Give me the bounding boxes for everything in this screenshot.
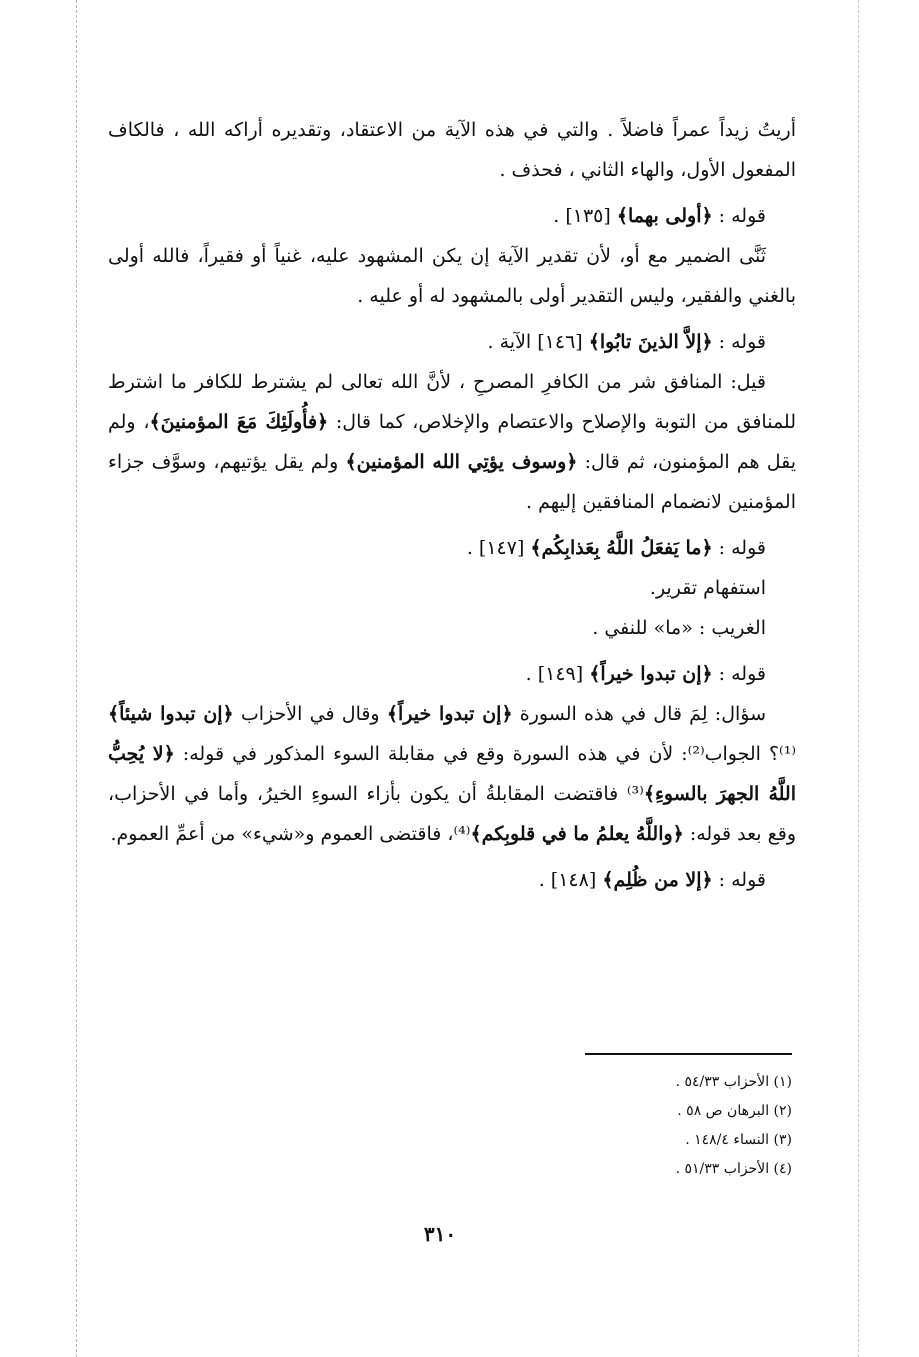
quran-verse: ﴿واللَّهُ يعلمُ ما في قلوبِكم﴾ xyxy=(470,823,684,845)
verse-heading xyxy=(108,528,796,568)
footnote: (٤) الأحزاب ٥١/٣٣ . xyxy=(675,1161,792,1177)
verse-reference: [١٤٩] . xyxy=(525,663,584,685)
verse-heading xyxy=(108,654,796,694)
verse-lead: قوله : xyxy=(718,205,766,227)
verse-lead: قوله : xyxy=(718,869,766,891)
quran-verse: ﴿ما يَفعَلُ اللَّهُ بِعَذابِكُم﴾ xyxy=(530,537,713,559)
verse-heading xyxy=(108,196,796,236)
verse-lead: قوله : xyxy=(718,331,766,353)
quran-verse: ﴿أولى بهما﴾ xyxy=(616,205,713,227)
commentary-text: ⁽³⁾ فاقتضت المقابلةُ أن يكون بأزاء السوءِ الخيرُ، وأما في الأحزاب، وقع بعد قوله: xyxy=(108,783,796,845)
verse-lead: قوله : xyxy=(718,663,766,685)
page-body xyxy=(108,110,796,900)
verse-reference: [١٤٧] . xyxy=(466,537,525,559)
quran-verse: ﴿إن تبدوا خيراً﴾ xyxy=(386,703,513,725)
quran-verse: ﴿وسوف يؤتِي الله المؤمنين﴾ xyxy=(345,451,578,473)
commentary-paragraph: الغريب : «ما» للنفي . xyxy=(592,617,766,639)
verse-reference: [١٤٦] الآية . xyxy=(487,331,583,353)
commentary-paragraph xyxy=(108,362,796,522)
quran-verse: ﴿إن تبدوا خيراً﴾ xyxy=(589,663,713,685)
quran-verse: ﴿فأُولَئِكَ مَعَ المؤمنينَ﴾ xyxy=(149,411,329,433)
commentary-text: ولم يقل يؤتيهم، وسوَّف جزاء المؤمنين لانضمام المنافقين إليهم . xyxy=(108,451,796,513)
verse-reference: [١٣٥] . xyxy=(553,205,611,227)
footnote-separator xyxy=(585,1053,792,1055)
verse-lead: قوله : xyxy=(718,537,766,559)
commentary-text: وقال في الأحزاب xyxy=(233,703,387,725)
footnote: (٢) البرهان ص ٥٨ . xyxy=(677,1103,792,1119)
footnotes xyxy=(520,1068,792,1184)
commentary-paragraph: ثَنَّى الضمير مع أو، لأن تقدير الآية إن يكن المشهود عليه، غنياً أو فقيراً، فالله أولى بالغني والفقير، وليس التقدير أولى بالمشهود له أو عليه . xyxy=(108,245,796,307)
footnote: (١) الأحزاب ٥٤/٣٣ . xyxy=(675,1074,792,1090)
quran-verse: ﴿إلا من ظُلِم﴾ xyxy=(602,869,713,891)
left-margin-guide xyxy=(76,0,77,1357)
commentary-text: ⁽⁴⁾، فاقتضى العموم و«شيء» من أعمِّ العموم. xyxy=(110,823,471,845)
quran-verse: ﴿إلاَّ الذينَ تابُوا﴾ xyxy=(588,331,713,353)
quran-verse: ﴿لا يُحِبُّ اللَّهُ الجهرَ بالسوءِ﴾ xyxy=(108,743,797,805)
footnote: (٣) النساء ١٤٨/٤ . xyxy=(685,1132,792,1148)
commentary-text: قيل: المنافق شر من الكافرِ المصرحِ ، لأنَّ الله تعالى لم يشترط للكافر ما اشترط للمنافق من التوبة والإصلاح والاعتصام والإخلاص، كما قال: xyxy=(108,371,797,433)
commentary-paragraph: أريتُ زيداً عمراً فاضلاً . والتي في هذه الآية من الاعتقاد، وتقديره أراكه الله ، فالكاف المفعول الأول، والهاء الثاني ، فحذف . xyxy=(108,119,796,181)
page-number: ٣١٠ xyxy=(423,1222,457,1246)
commentary-text: ، ولم يقل هم المؤمنون، ثم قال: xyxy=(108,411,796,473)
verse-heading xyxy=(108,322,796,362)
commentary-text: سؤال: لِمَ قال في هذه السورة xyxy=(512,703,767,725)
verse-heading xyxy=(108,860,796,900)
commentary-paragraph: استفهام تقرير. xyxy=(649,577,766,599)
quran-verse: ﴿إن تبدوا شيئاً﴾ xyxy=(108,703,234,725)
commentary-paragraph xyxy=(108,694,796,854)
commentary-text: ⁽¹⁾؟ الجواب⁽²⁾: لأن في هذه السورة وقع في مقابلة السوء المذكور في قوله: xyxy=(174,743,796,765)
right-margin-guide xyxy=(858,0,859,1357)
verse-reference: [١٤٨] . xyxy=(538,869,597,891)
